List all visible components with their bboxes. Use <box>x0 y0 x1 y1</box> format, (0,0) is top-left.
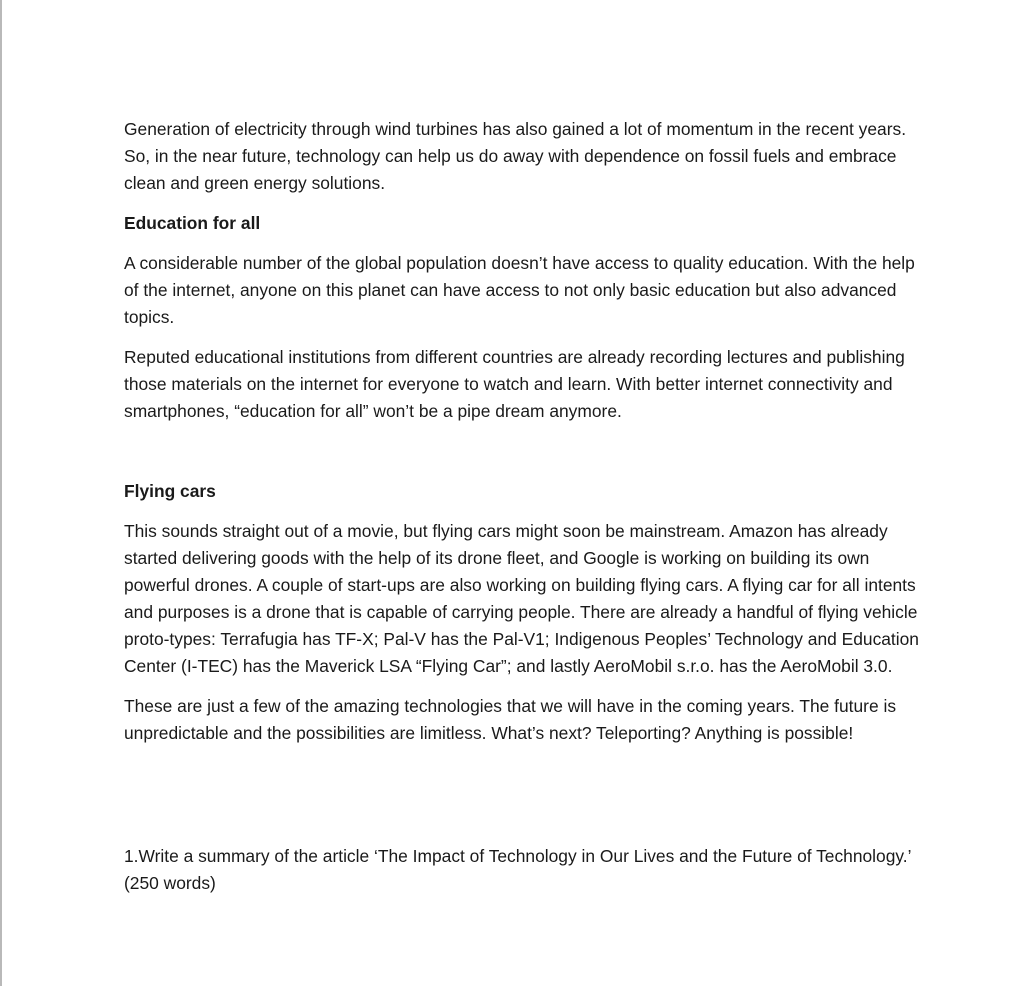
paragraph-conclusion: These are just a few of the amazing technologies that we will have in the coming years. The future is unpredictable and the possibilities are limitless. What’s next? Teleporting? Anything is possible! <box>124 696 897 743</box>
paragraph-wind-energy: Generation of electricity through wind turbines has also gained a lot of momentum in the recent years. So, in the near future, technology can help us do away with dependence on fossil fuels and embrace clean and green energy solutions. <box>124 119 907 193</box>
paragraph-flying-cars: This sounds straight out of a movie, but flying cars might soon be mainstream. Amazon has already started delivering goods with the help of its drone fleet, and Google is working on building its own powerful drones. A couple of start-ups are also working on building flying cars. A flying car for all intents and purposes is a drone that is capable of carrying people. There are already a handful of flying vehicle proto-types: Terrafugia has TF-X; Pal-V has the Pal-V1; Indigenous Peoples’ Technology and Education Center (I-TEC) has the Maverick LSA “Flying Car”; and lastly AeroMobil s.r.o. has the AeroMobil 3.0. <box>124 521 919 676</box>
question-word-count: (250 words) <box>124 873 216 893</box>
paragraph-education-institutions: Reputed educational institutions from different countries are already recording lectures and publishing those materials on the internet for everyone to watch and learn. With better internet connectivity and smartphones, “education for all” won’t be a pipe dream anymore. <box>124 347 905 421</box>
question-prompt: 1.Write a summary of the article ‘The Impact of Technology in Our Lives and the Future of Technology.’ <box>124 846 912 866</box>
heading-education-for-all: Education for all <box>124 213 261 233</box>
heading-flying-cars: Flying cars <box>124 481 216 501</box>
document-body <box>124 116 924 897</box>
paragraph-education-access: A considerable number of the global population doesn’t have access to quality education. With the help of the internet, anyone on this planet can have access to not only basic education but also advanced topics. <box>124 253 915 327</box>
